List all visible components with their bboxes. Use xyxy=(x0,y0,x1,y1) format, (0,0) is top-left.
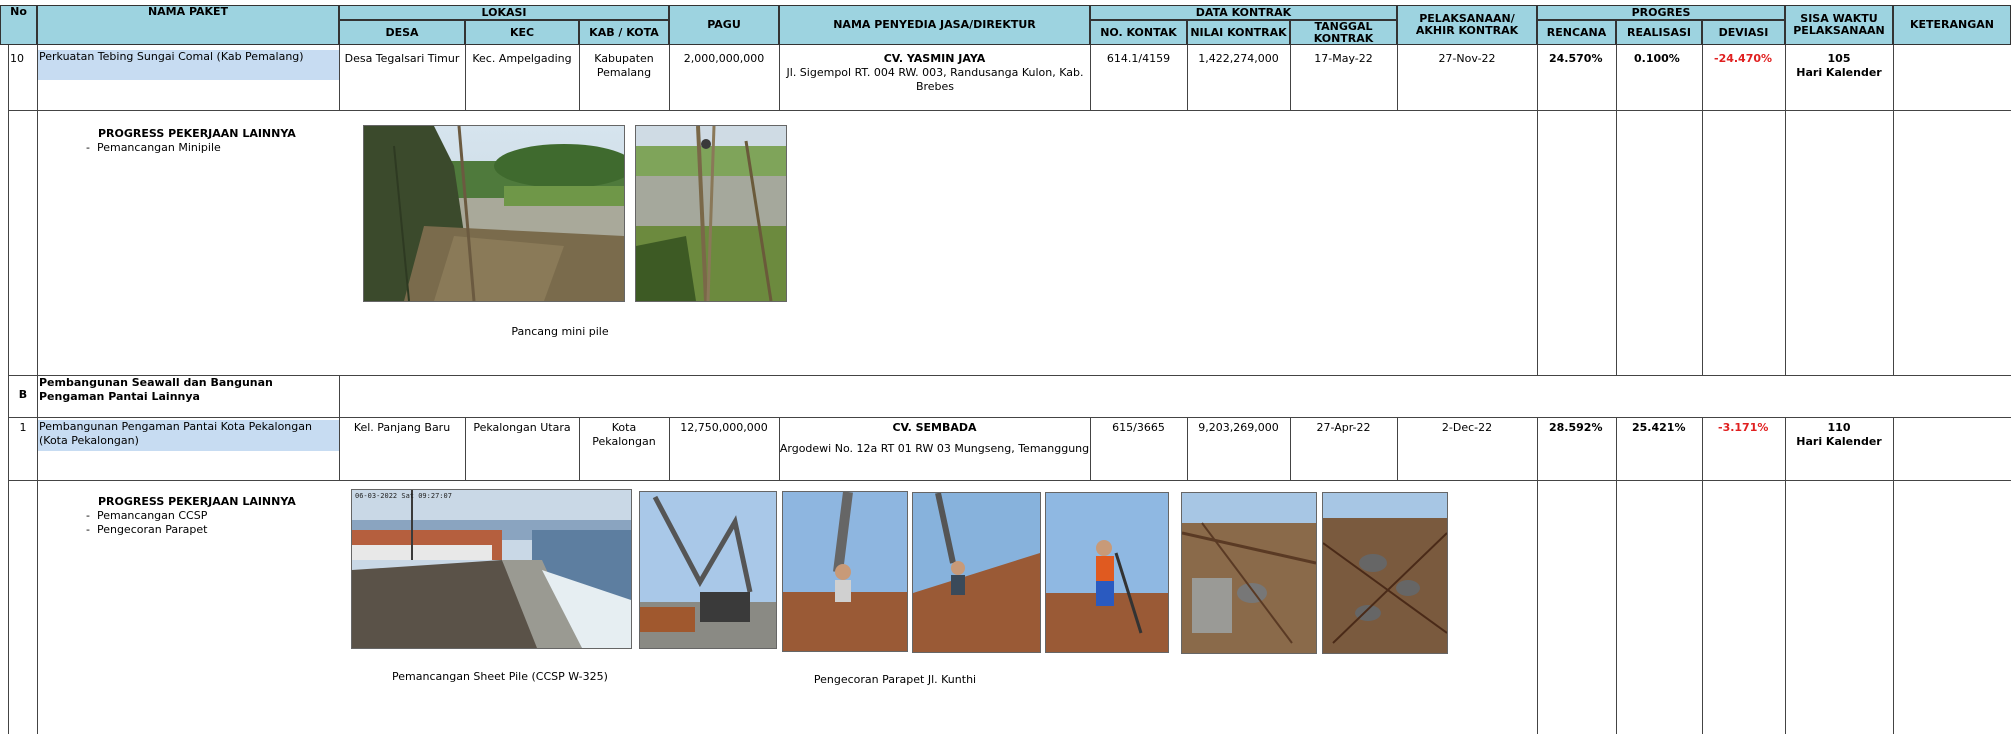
row1-deviasi: -24.470% xyxy=(1714,52,1773,65)
progress2-item-2: - Pengecoran Parapet xyxy=(86,523,208,536)
row1-desa: Desa Tegalsari Timur xyxy=(344,52,460,65)
photo-timestamp: 06-03-2022 Sat 09:27:07 xyxy=(355,492,452,500)
row2-nilai: 9,203,269,000 xyxy=(1198,421,1279,434)
row2-tanggal: 27-Apr-22 xyxy=(1316,421,1371,434)
header-realisasi: REALISASI xyxy=(1616,20,1702,45)
progress1-item-1: - Pemancangan Minipile xyxy=(86,141,221,154)
row1-nama-paket: Perkuatan Tebing Sungai Comal (Kab Pemalang) xyxy=(38,50,339,80)
header-pelaksanaan: PELAKSANAAN/ AKHIR KONTRAK xyxy=(1397,5,1537,45)
row2-pagu: 12,750,000,000 xyxy=(680,421,768,434)
progress2-caption-2: Pengecoran Parapet Jl. Kunthi xyxy=(813,673,977,686)
header-pagu: PAGU xyxy=(669,5,779,45)
row2-realisasi: 25.421% xyxy=(1632,421,1686,434)
header-tanggal-kontrak: TANGGAL KONTRAK xyxy=(1290,20,1397,45)
section-b-code: B xyxy=(18,388,28,401)
photo-worker-3 xyxy=(1045,492,1169,653)
header-penyedia: NAMA PENYEDIA JASA/DIREKTUR xyxy=(779,5,1090,45)
row1-realisasi: 0.100% xyxy=(1634,52,1680,65)
row2-rencana: 28.592% xyxy=(1549,421,1603,434)
row1-kab: Kabupaten Pemalang xyxy=(594,52,654,79)
photo-rebar-1 xyxy=(1181,492,1317,654)
section-b-title: Pembangunan Seawall dan Bangunan Pengaman Pantai Lainnya xyxy=(39,376,273,403)
header-rencana: RENCANA xyxy=(1537,20,1616,45)
row1-penyedia-alamat: Jl. Sigempol RT. 004 RW. 003, Randusanga Kulon, Kab. Brebes xyxy=(786,66,1084,93)
row2-nama-paket: Pembangunan Pengaman Pantai Kota Pekalongan (Kota Pekalongan) xyxy=(38,420,339,451)
progress2-item-1: - Pemancangan CCSP xyxy=(86,509,208,522)
row2-no: 1 xyxy=(19,421,27,434)
row2-deviasi: -3.171% xyxy=(1718,421,1769,434)
photo-worker-1 xyxy=(782,491,908,652)
progress1-title: PROGRESS PEKERJAAN LAINNYA xyxy=(98,127,296,140)
row1-tanggal: 17-May-22 xyxy=(1314,52,1373,65)
photo-seawall-sheetpile xyxy=(351,489,632,649)
header-nilai-kontrak: NILAI KONTRAK xyxy=(1187,20,1290,45)
progress1-caption: Pancang mini pile xyxy=(511,325,609,338)
row2-kab: Kota Pekalongan xyxy=(592,421,656,448)
row2-penyedia-alamat: Argodewi No. 12a RT 01 RW 03 Mungseng, Temanggung xyxy=(779,442,1090,455)
header-deviasi: DEVIASI xyxy=(1702,20,1785,45)
row1-sisa-unit: Hari Kalender xyxy=(1796,66,1882,79)
row2-desa: Kel. Panjang Baru xyxy=(353,421,451,434)
row1-pagu: 2,000,000,000 xyxy=(683,52,765,65)
header-data-kontrak: DATA KONTRAK xyxy=(1090,5,1397,20)
photo-worker-2 xyxy=(912,492,1041,653)
row1-no: 10 xyxy=(10,52,24,65)
row2-no-kontrak: 615/3665 xyxy=(1112,421,1165,434)
row1-nilai: 1,422,274,000 xyxy=(1198,52,1279,65)
row2-sisa-unit: Hari Kalender xyxy=(1796,435,1882,448)
row1-kec: Kec. Ampelgading xyxy=(472,52,572,65)
header-no-kontrak: NO. KONTAK xyxy=(1090,20,1187,45)
row1-sisa-days: 105 xyxy=(1827,52,1851,65)
row1-no-kontrak: 614.1/4159 xyxy=(1106,52,1171,65)
header-kec: KEC xyxy=(465,20,579,45)
row1-rencana: 24.570% xyxy=(1549,52,1603,65)
row1-penyedia-nama: CV. YASMIN JAYA xyxy=(883,52,986,65)
photo-concrete-pump xyxy=(639,491,777,649)
row2-akhir: 2-Dec-22 xyxy=(1441,421,1493,434)
progress2-caption-1: Pemancangan Sheet Pile (CCSP W-325) xyxy=(392,670,608,683)
header-progres: PROGRES xyxy=(1537,5,1785,20)
photo-minipile-rig xyxy=(635,125,787,302)
header-desa: DESA xyxy=(339,20,465,45)
header-kab: KAB / KOTA xyxy=(579,20,669,45)
photo-riverbank xyxy=(363,125,625,302)
photo-rebar-2 xyxy=(1322,492,1448,654)
header-nama-paket: NAMA PAKET xyxy=(37,5,339,45)
row2-kec: Pekalongan Utara xyxy=(473,421,571,434)
header-keterangan: KETERANGAN xyxy=(1893,5,2011,45)
header-no: No xyxy=(0,5,37,45)
header-lokasi: LOKASI xyxy=(339,5,669,20)
header-sisa-waktu: SISA WAKTU PELAKSANAAN xyxy=(1785,5,1893,45)
row2-penyedia-nama: CV. SEMBADA xyxy=(892,421,977,434)
row1-akhir: 27-Nov-22 xyxy=(1438,52,1496,65)
progress2-title: PROGRESS PEKERJAAN LAINNYA xyxy=(98,495,296,508)
row2-sisa-days: 110 xyxy=(1827,421,1851,434)
